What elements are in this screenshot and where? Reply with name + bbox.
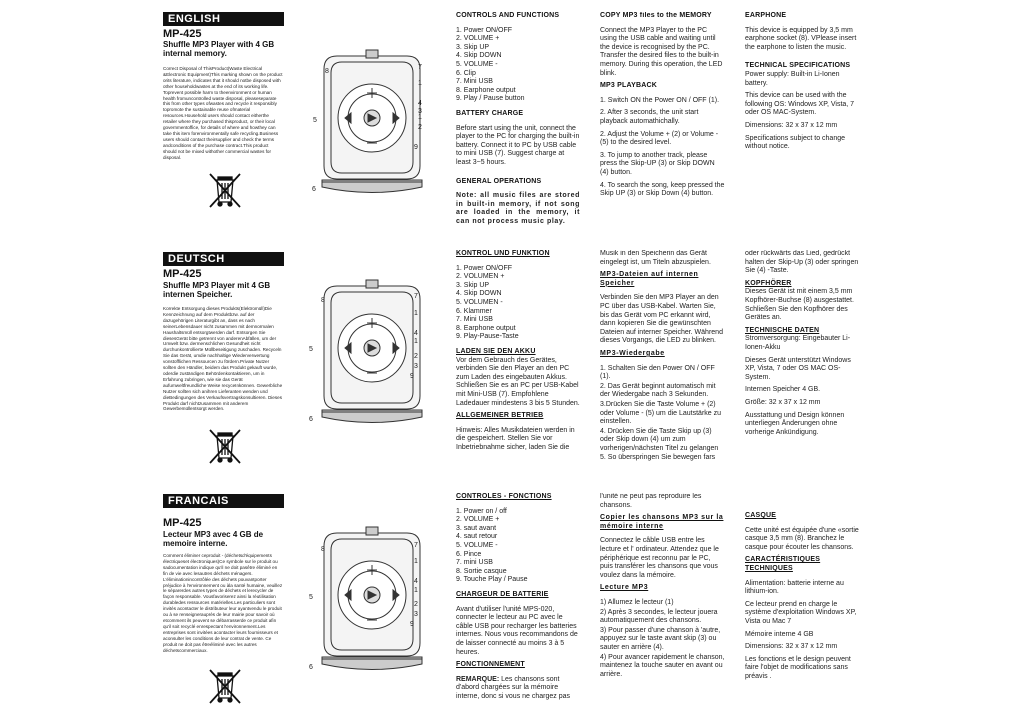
callout-6: 6 — [309, 416, 313, 423]
controls-list — [456, 27, 580, 104]
column-earphone-english — [745, 12, 863, 230]
crossed-bin-icon — [205, 172, 245, 210]
list-item: 9. Touche Play / Pause — [456, 576, 528, 584]
continued-text: Musik in den Speicherin das Gerät eingelegt ist, um Titeln abzuspielen. — [600, 250, 711, 266]
callout-2: 2 — [414, 353, 418, 360]
callout-6: 6 — [312, 186, 316, 193]
subtitle-deutsch: Shuffle MP3 Player mit 4 GB internen Speicher. — [163, 281, 271, 299]
column-copy-francais — [600, 493, 725, 719]
earphone-text: Dieses Gerät ist mit einem 3,5 mm Kopfhörer-Buchse (8) ausgestattet. Schließen Sie den Kopfhörer des Gerätes an. — [745, 288, 854, 322]
list-item: 5. VOLUME - — [456, 60, 498, 68]
model-title-english: MP-425 — [163, 28, 202, 40]
playback-step: 1) Allumez le lecteur (1) — [600, 598, 674, 606]
heading-tech: CARACTÉRISTIQUES TECHNIQUES — [745, 556, 821, 572]
playback-step: 4. Drücken Sie die Taste Skip up (3) oder Skip down (4) um zum vorherigen/nächsten Titel zu gelangen — [600, 427, 719, 452]
tech-note: Les fonctions et le design peuvent faire l'objet de modifications sans préavis . — [745, 655, 851, 680]
list-item: 1. Power on / off — [456, 507, 507, 515]
playback-step: 1. Switch ON the Power ON / OFF (1). — [600, 96, 720, 104]
list-item: 6. Klammer — [456, 307, 492, 315]
list-item: 2. VOLUME + — [456, 516, 500, 524]
column-copy-deutsch — [600, 250, 725, 475]
section-band-english: ENGLISH — [163, 12, 284, 26]
section-band-francais: FRANCAIS — [163, 494, 284, 508]
playback-step: 3) Pour passer d'une chanson à 'autre, appuyez sur le taste avant skip (3) ou sauter en arrière (4). — [600, 626, 721, 651]
general-text: Note: all music files are stored in built-in memory, if not song are loaded in the memory, it can not process music play. — [456, 192, 580, 225]
heading-earphone: EARPHONE — [745, 12, 787, 19]
list-item: 7. Mini USB — [456, 78, 493, 86]
heading-controls: KONTROL UND FUNKTION — [456, 250, 550, 257]
heading-battery: BATTERY CHARGE — [456, 109, 524, 117]
general-body: Les chansons sont d'abord chargées sur la mémoire interne, donc si vous ne chargez pas — [456, 675, 571, 700]
tech-os: Dieses Gerät unterstützt Windows XP, Vista, 7 oder OS MAC OS-System. — [745, 356, 851, 381]
crossed-bin-icon — [205, 428, 245, 466]
earphone-text: Cette unité est équipée d'une «sortie casque 3,5 mm (8). Branchez le casque pour écouter les chansons. — [745, 526, 859, 551]
disposal-notice-deutsch: Korrekte Entsorgung dieses Produkts(Elektromüll)Die Kennzeichnung auf dem Produktbzw. auf der dazugehörigen Literaturgibt an, dass es nach seinerLebensdauer nicht zusammen mit demnormalen Haushaltsmüll entsorgtwerden darf. Entsorgen Sie diesesGerät bitte getrennt von anderenAbfällen, um der Umwelt bzw. dermenschlichen Gesundheit nicht durchunkontrollierte Müllbeseitigung zuschaden. Recyceln Sie das Gerät, umdie nachhaltige Wiederverwertung vonstofflichen Ressourcen zu fördern.Private Nutzer sollten den Händler, beidem das Produkt gekauft wurde, oderdie zuständigen Behördenkontaktieren, um in Erfahrung zubringen, wie sie das Gerät aufumweltfreundliche Weise recyceInkönnen. Gewerbliche Nutzer sollten sich anihren Lieferanten wenden und dieBedingungen des Verkaufsvertragskonsultieren. Dieses Produkt darf nichtzusammen mit anderem Gewerbemüllentsorgt werden. — [163, 306, 283, 412]
list-item: 5. VOLUME - — [456, 541, 498, 549]
callout-9: 9 — [410, 621, 414, 628]
controls-list — [456, 265, 580, 342]
list-item: 9. Play-Pause-Taste — [456, 333, 519, 341]
list-item: 8. Sortie casque — [456, 567, 507, 575]
heading-copy: Copier les chansons MP3 sur la mémoire interne — [600, 514, 724, 530]
playback-step: 4. To search the song, keep pressed the Skip UP (3) or Skip Down (4) button. — [600, 181, 725, 198]
earphone-text: This device is equipped by 3,5 mm earphone socket (8). VPlease insert the earphone to listen the music. — [745, 26, 857, 51]
controls-list — [456, 508, 580, 585]
tech-memory: Internen Speicher 4 GB. — [745, 386, 821, 394]
heading-tech: TECHNICAL SPECIFICATIONS — [745, 62, 851, 70]
heading-controls: CONTROLS AND FUNCTIONS — [456, 12, 560, 19]
section-band-deutsch: DEUTSCH — [163, 252, 284, 266]
copy-text: Verbinden Sie den MP3 Player an den PC über das USB-Kabel. Warten Sie, bis das Gerät vom PC erkannt wird, dann kopieren Sie die gewünschten Dateien auf interner Speicher. Während dieses Vorgangs, die LED zu blinken. — [600, 294, 723, 345]
list-item: 4. saut retour — [456, 533, 498, 541]
copy-text: Connect the MP3 Player to the PC using the USB cable and waiting until the device is recognised by the PC. Transfer the desired files to the built-in memory. During this operation, the LED blink. — [600, 26, 723, 77]
column-earphone-deutsch — [745, 250, 863, 475]
list-item: 7. Mini USB — [456, 316, 493, 324]
list-item: 2. VOLUME + — [456, 35, 500, 43]
continued-text: oder rückwärts das Lied, gedrückt halten der Skip-Up (3) oder springen Sie (4) -Taste. — [745, 250, 859, 275]
list-item: 4. Skip DOWN — [456, 290, 502, 298]
model-title-deutsch: MP-425 — [163, 268, 202, 280]
column-controls-english — [456, 12, 580, 230]
callout-3: 3 — [418, 108, 422, 115]
tech-dimensions: Dimensions: 32 x 37 x 12 mm — [745, 121, 838, 129]
crossed-bin-icon — [205, 668, 245, 706]
callout-8: 8 — [325, 68, 329, 75]
tech-power: Stromversorgung: Eingebauter Li-Ionen-Akku — [745, 335, 851, 351]
tech-note: Specifications subject to change without notice. — [745, 134, 846, 151]
playback-step: 3. To jump to another track, please press the Skip-UP (3) or Skip DOWN (4) button. — [600, 151, 715, 176]
callout-5: 5 — [313, 117, 317, 124]
playback-step: 2. Adjust the Volume + (2) or Volume - (5) to the desired level. — [600, 130, 719, 147]
callout-1b: 1 — [418, 114, 422, 121]
callout-4: 4 — [414, 330, 418, 337]
callout-1: 1 — [414, 558, 418, 565]
column-controls-francais — [456, 493, 580, 719]
list-item: 8. Earphone output — [456, 86, 516, 94]
list-item: 1. Power ON/OFF — [456, 264, 513, 272]
callout-3: 3 — [414, 611, 418, 618]
heading-playback: MP3 PLAYBACK — [600, 82, 657, 90]
list-item: 3. saut avant — [456, 524, 497, 532]
heading-playback: MP3-Wiedergabe — [600, 349, 665, 357]
column-earphone-francais — [745, 512, 863, 719]
list-item: 3. Skip UP — [456, 43, 490, 51]
callout-5: 5 — [309, 346, 313, 353]
playback-step: 3.Drücken Sie die Taste Volume + (2) oder Volume - (5) um die Lautstärke zu einstellen. — [600, 400, 722, 426]
model-title-francais: MP-425 — [163, 517, 202, 529]
tech-dimensions: Größe: 32 x 37 x 12 mm — [745, 398, 821, 406]
disposal-notice-francais: Comment éliminer ceproduit - (déchetsd'équipements électriqueset électroniques)Ce symbole sur le produit ou sadocumentation indique qu'il ne doit pasêtre éliminé en fin de vie avec lesautres déchets ménagers. L'éliminationincontrôlée des déchets pouvantporter préjudice à l'environnement ou àla santé humaine, veuillez le séparerdes autres types de déchets et lerecycler de façon responsable. Vousfavoriserez ainsi la réutilisation durabledes ressources matérielles.Les particuliers sont invités acontacter le distributeur leur ayantvendu le produit ou à se renseignerauprès de leur mairie pour savoir où etcomment ils peuvent se débarrasserde ce produit afin qu'il soit recyclé enrespectant l'environnement.Les entreprises sont invitées acontacter leurs fournisseurs et aconsulter les conditions de leur contrat de vente. Ce produit ne doit pas êtreéliminé avec les autres déchetscommerciaux. — [163, 553, 283, 653]
callout-1b: 1 — [414, 338, 418, 345]
tech-os: This device can be used with the following OS: Windows XP, Vista, 7 oder OS MAC-System. — [745, 92, 855, 117]
column-controls-deutsch — [456, 250, 580, 475]
heading-earphone: KOPFHÖRER — [745, 279, 792, 287]
tech-os: Ce lecteur prend en charge le système d'exploitation Windows XP, Vista ou Mac 7 — [745, 600, 857, 625]
callout-1: 1 — [418, 80, 422, 87]
callout-4: 4 — [418, 100, 422, 107]
list-item: 6. Pince — [456, 550, 482, 558]
general-text — [456, 676, 580, 702]
subtitle-francais: Lecteur MP3 avec 4 GB de memoire interne. — [163, 530, 264, 548]
heading-battery: LADEN SIE DEN AKKU — [456, 347, 536, 355]
heading-general: ALLGEMEINER BETRIEB — [456, 412, 544, 420]
list-item: 8. Earphone output — [456, 324, 516, 332]
disposal-notice-english: Correct Disposal of ThisProduct(Waste Electrical &Electronic Equipment)This marking shown on the product orits literature, indicates that it should notbe disposed with other householdwastes at the end of its working life. Toprevent possible harm to theenvironment or human health fromuncontrolled waste disposal, pleaseseparate this from other types ofwastes and recycle it responsibly topromote the sustainable reuse ofmaterial resources.Household users should contact eitherthe retailer where they purchased thisproduct, or their local governmentoffice, for details of where and howthey can take this item forenvironmentally safe recycling.Business users should contact theirsupplier and check the terms andconditions of the purchase contract.This product should not be mixed withother commercial wastes for disposal. — [163, 66, 283, 160]
playback-step: 2) Après 3 secondes, le lecteur jouera automatiquement des chansons. — [600, 608, 718, 625]
playback-step: 2. After 3 seconds, the unit start playback automathichally. — [600, 109, 699, 125]
heading-controls: CONTRÔLES - FONCTIONS — [456, 493, 552, 500]
callout-7: 7 — [414, 293, 418, 300]
heading-tech: TECHNISCHE DATEN — [745, 326, 820, 334]
callout-9: 9 — [414, 144, 418, 151]
subtitle-english: Shuffle MP3 Player with 4 GB internal memory. — [163, 40, 275, 58]
callout-5: 5 — [309, 594, 313, 601]
callout-2: 2 — [418, 124, 422, 131]
callout-7: 7 — [418, 64, 422, 71]
list-item: 9. Play / Pause button — [456, 95, 525, 103]
callout-2: 2 — [414, 601, 418, 608]
column-copy-english — [600, 12, 725, 230]
tech-memory: Mémoire interne 4 GB — [745, 630, 814, 638]
list-item: 1. Power ON/OFF — [456, 26, 513, 34]
copy-text: Connectez le câble USB entre les lecture et l' ordinateur. Attendez que le périphérique est reconnu par le PC, puis transférer les chansons que vous voulez dans la mémoire. — [600, 537, 719, 579]
list-item: 3. Skip UP — [456, 281, 490, 289]
callout-8: 8 — [321, 546, 325, 553]
playback-step: 5. So überspringen Sie bewegen fars — [600, 454, 716, 462]
heading-playback: Lecture MP3 — [600, 584, 649, 592]
general-label: REMARQUE: — [456, 675, 500, 683]
callout-6: 6 — [309, 664, 313, 671]
heading-general: FONCTIONNEMENT — [456, 661, 525, 669]
list-item: 5. VOLUMEN - — [456, 298, 503, 306]
general-text: Hinweis: Alles Musikdateien werden in die gespeichert. Stellen Sie vor Inbetriebnahme sicher, laden Sie die — [456, 426, 575, 451]
callout-8: 8 — [321, 297, 325, 304]
heading-battery: CHARGEUR DE BATTERIE — [456, 590, 549, 598]
list-item: 4. Skip DOWN — [456, 52, 502, 60]
battery-text: Avant d'utiliser l'unité MPS-020, connecter le lecteur au PC avec le câble USB pour recharger les batteries internes. Nous vous recommandons de de laisser connecté au moins 3 à 5 heures. — [456, 605, 578, 656]
callout-1: 1 — [414, 310, 418, 317]
tech-power: Power supply: Built-in Li-Ionen battery. — [745, 70, 840, 87]
continued-text: l'unité ne peut pas reproduire les chansons. — [600, 493, 702, 509]
playback-step: 1. Schalten Sie den Power ON / OFF (1). — [600, 364, 715, 381]
callout-4: 4 — [414, 578, 418, 585]
list-item: 7. mini USB — [456, 559, 493, 567]
callout-3: 3 — [414, 363, 418, 370]
mp3-player-illustration — [312, 48, 434, 198]
battery-text: Before start using the unit, connect the player to the PC for charging the built-in battery. Connect it to PC by USB cable to mini USB (7). Suggest charge at least 3~5 hours. — [456, 124, 580, 166]
callout-1b: 1 — [414, 587, 418, 594]
callout-7: 7 — [414, 542, 418, 549]
battery-text: Vor dem Gebrauch des Gerätes, verbinden Sie den Player an den PC zum Laden des eingebauten Akkus. Schließen Sie es an PC per USB-Kabel mit Mini-USB (7). Empfohlene Ladedauer mindestens 3 bis 5 Stunden. — [456, 356, 580, 407]
list-item: 6. Clip — [456, 69, 476, 77]
playback-step: 2. Das Gerät beginnt automatisch mit der Wiedergabe nach 3 Sekunden. — [600, 382, 716, 399]
heading-copy: COPY MP3 files to the MEMORY — [600, 12, 712, 19]
tech-power: Alimentation: batterie interne au lithium-ion. — [745, 579, 844, 596]
list-item: 2. VOLUMEN + — [456, 273, 505, 281]
tech-dimensions: Dimensions: 32 x 37 x 12 mm — [745, 643, 838, 651]
heading-copy: MP3-Dateien auf internen Speicher — [600, 271, 699, 287]
heading-earphone: CASQUE — [745, 512, 777, 519]
playback-step: 4) Pour avancer rapidement le chanson, maintenez la touche sauter en avant ou arrière. — [600, 653, 725, 678]
heading-general: GENERAL OPERATIONS — [456, 177, 542, 185]
tech-note: Ausstattung und Design können unterliegen Änderungen ohne vorherige Ankündigung. — [745, 411, 845, 436]
callout-9: 9 — [410, 373, 414, 380]
